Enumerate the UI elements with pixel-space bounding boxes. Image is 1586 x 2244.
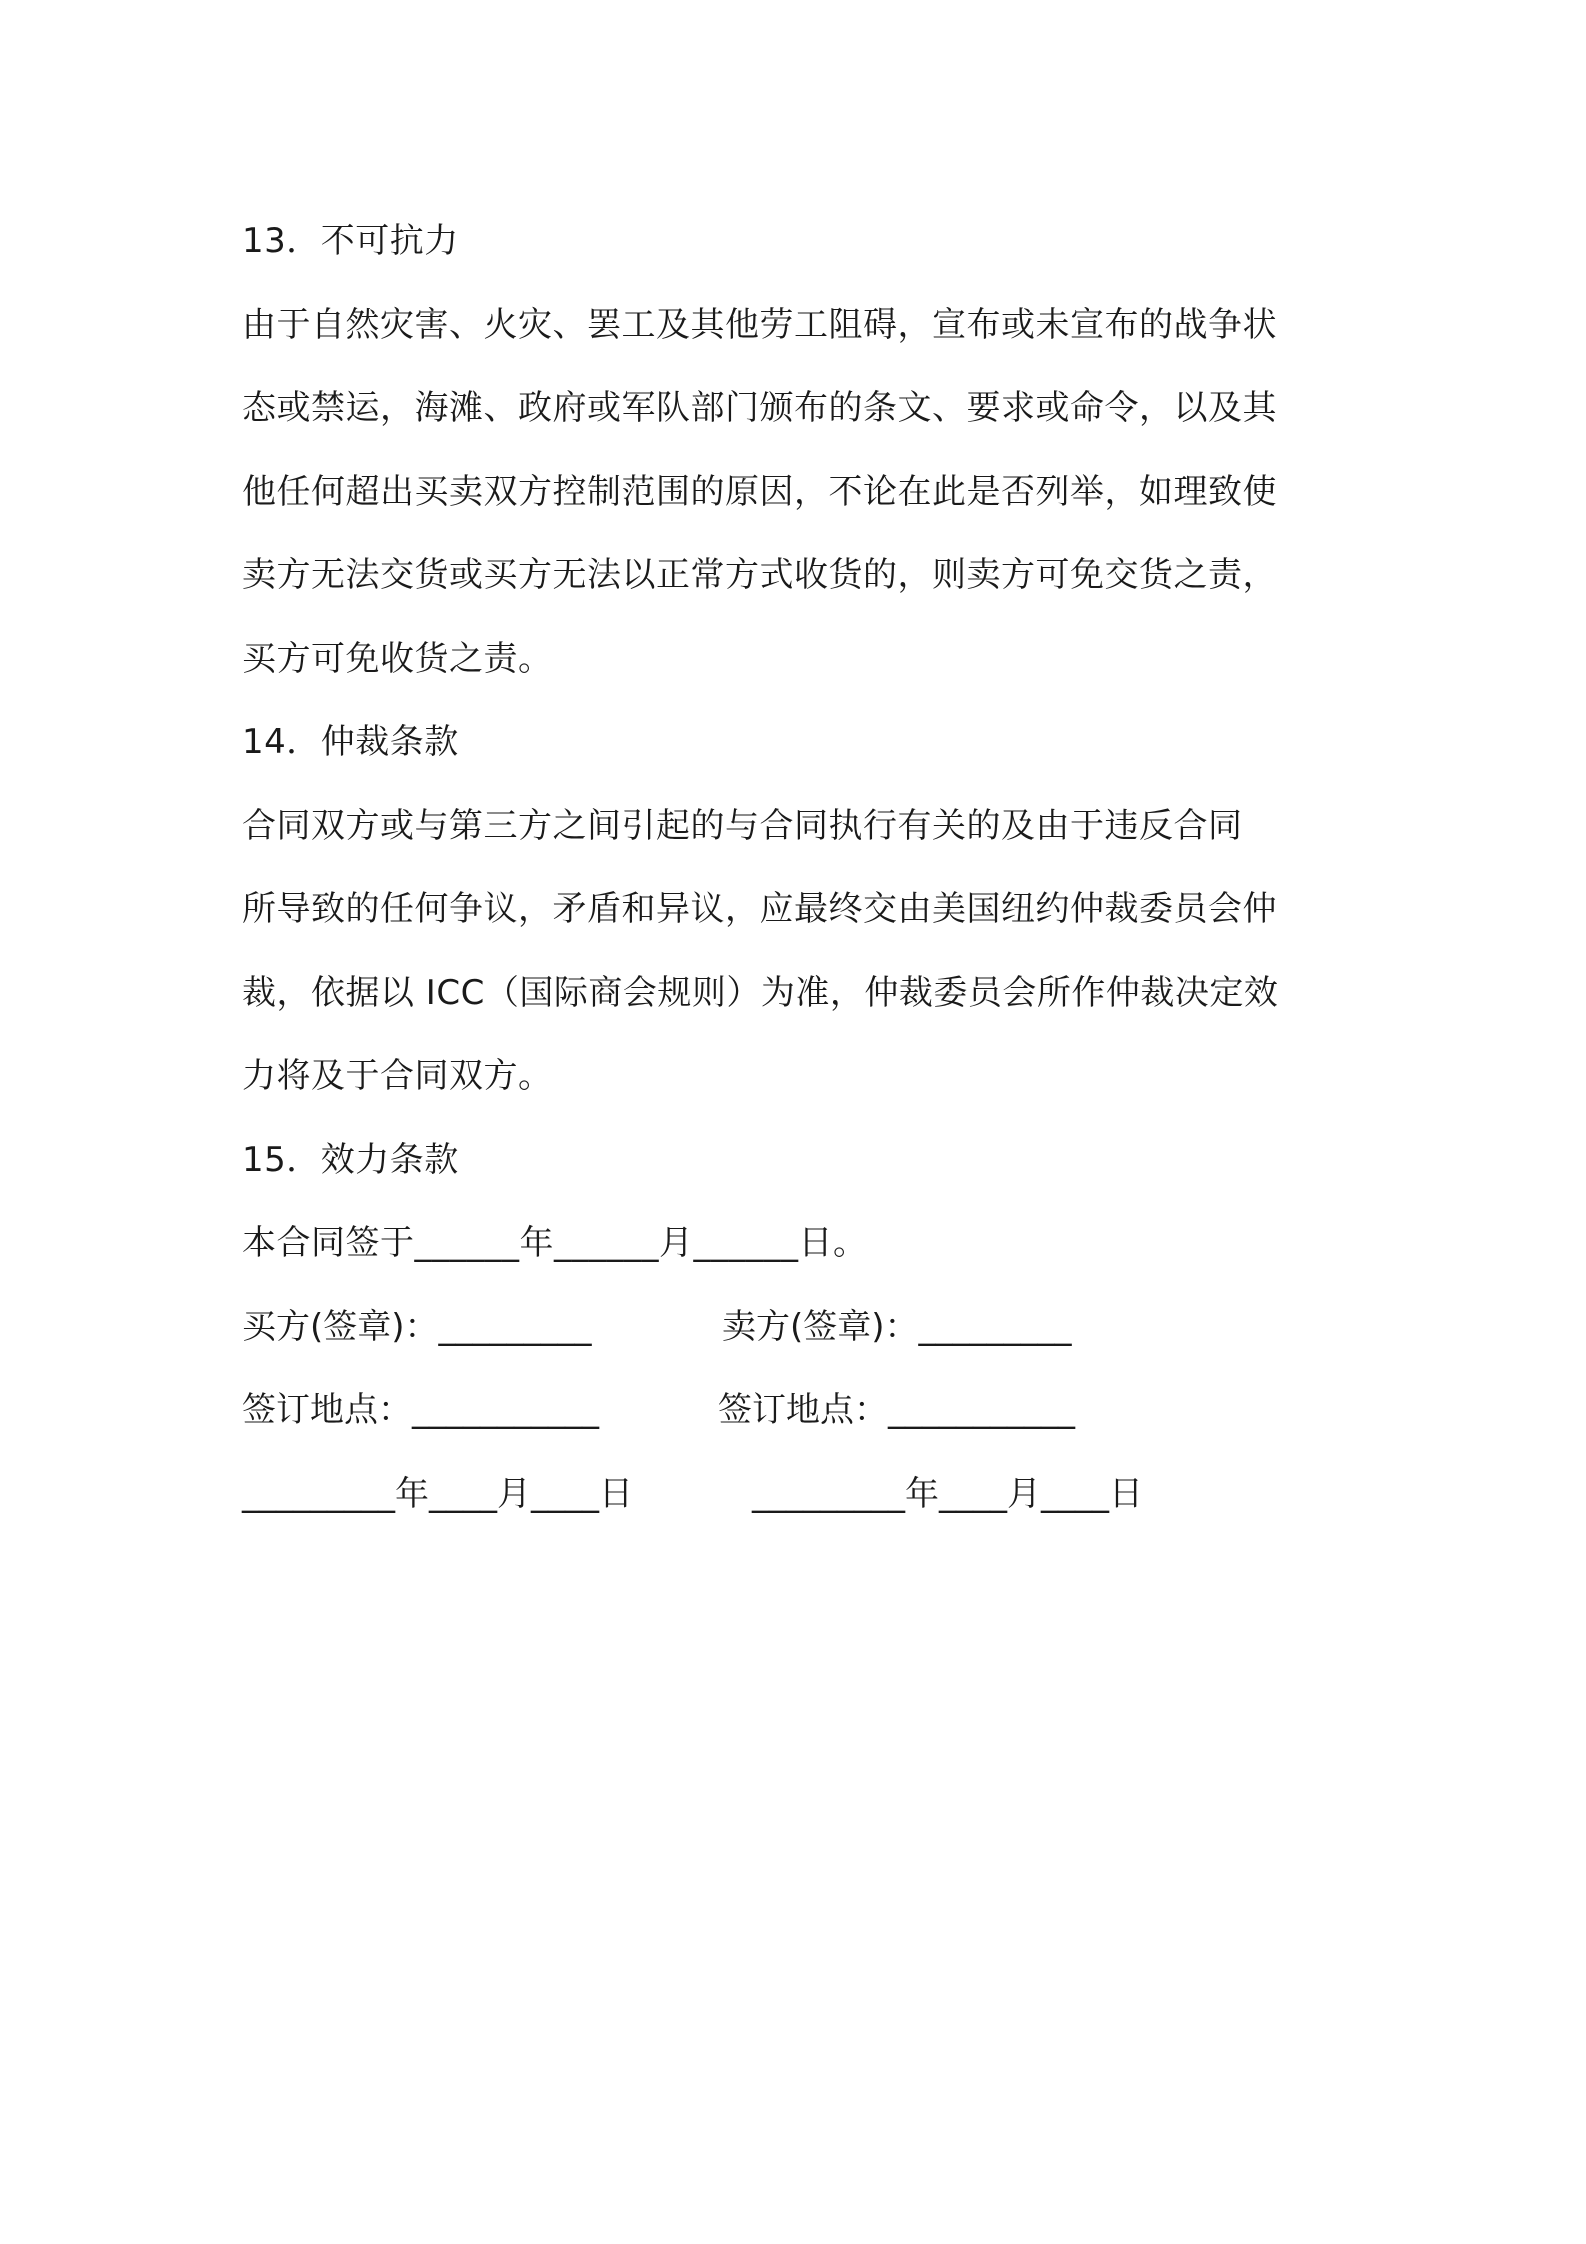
buyer-signature: 买方(签章)：_________ [242, 1306, 592, 1347]
section-14-line-4: 力将及于合同双方。 [242, 1056, 553, 1096]
section-15-heading: 15．效力条款 [242, 1139, 459, 1180]
section-14-line-3: 裁，依据以 ICC（国际商会规则）为准，仲裁委员会所作仲裁决定效 [242, 972, 1279, 1013]
section-14-line-1: 合同双方或与第三方之间引起的与合同执行有关的及由于违反合同 [242, 805, 1243, 846]
contract-signed-date: 本合同签于______年______月______日。 [242, 1223, 868, 1263]
signing-date-row [242, 1453, 1362, 1537]
section-13-heading: 13．不可抗力 [242, 221, 459, 261]
section-13-line-1: 由于自然灾害、火灾、罢工及其他劳工阻碍，宣布或未宣布的战争状 [242, 304, 1277, 345]
section-14-line-2: 所导致的任何争议，矛盾和异议，应最终交由美国纽约仲裁委员会仲 [242, 889, 1277, 929]
section-14-heading: 14．仲裁条款 [242, 722, 459, 762]
signature-row [242, 1286, 1362, 1370]
section-13-line-3: 他任何超出买卖双方控制范围的原因，不论在此是否列举，如理致使 [242, 471, 1277, 512]
seller-signing-place: 签订地点：___________ [718, 1390, 1075, 1430]
section-13-line-5: 买方可免收货之责。 [242, 638, 553, 679]
seller-signature: 卖方(签章)：_________ [722, 1306, 1072, 1347]
buyer-signing-place: 签订地点：___________ [242, 1390, 599, 1430]
section-13-line-2: 态或禁运，海滩、政府或军队部门颁布的条文、要求或命令，以及其 [242, 388, 1277, 428]
seller-signing-date: _________年____月____日 [752, 1473, 1143, 1514]
contract-content [242, 200, 1362, 1536]
buyer-signing-date: _________年____月____日 [242, 1473, 633, 1514]
signing-place-row [242, 1369, 1362, 1453]
section-13-line-4: 卖方无法交货或买方无法以正常方式收货的，则卖方可免交货之责， [242, 555, 1277, 595]
